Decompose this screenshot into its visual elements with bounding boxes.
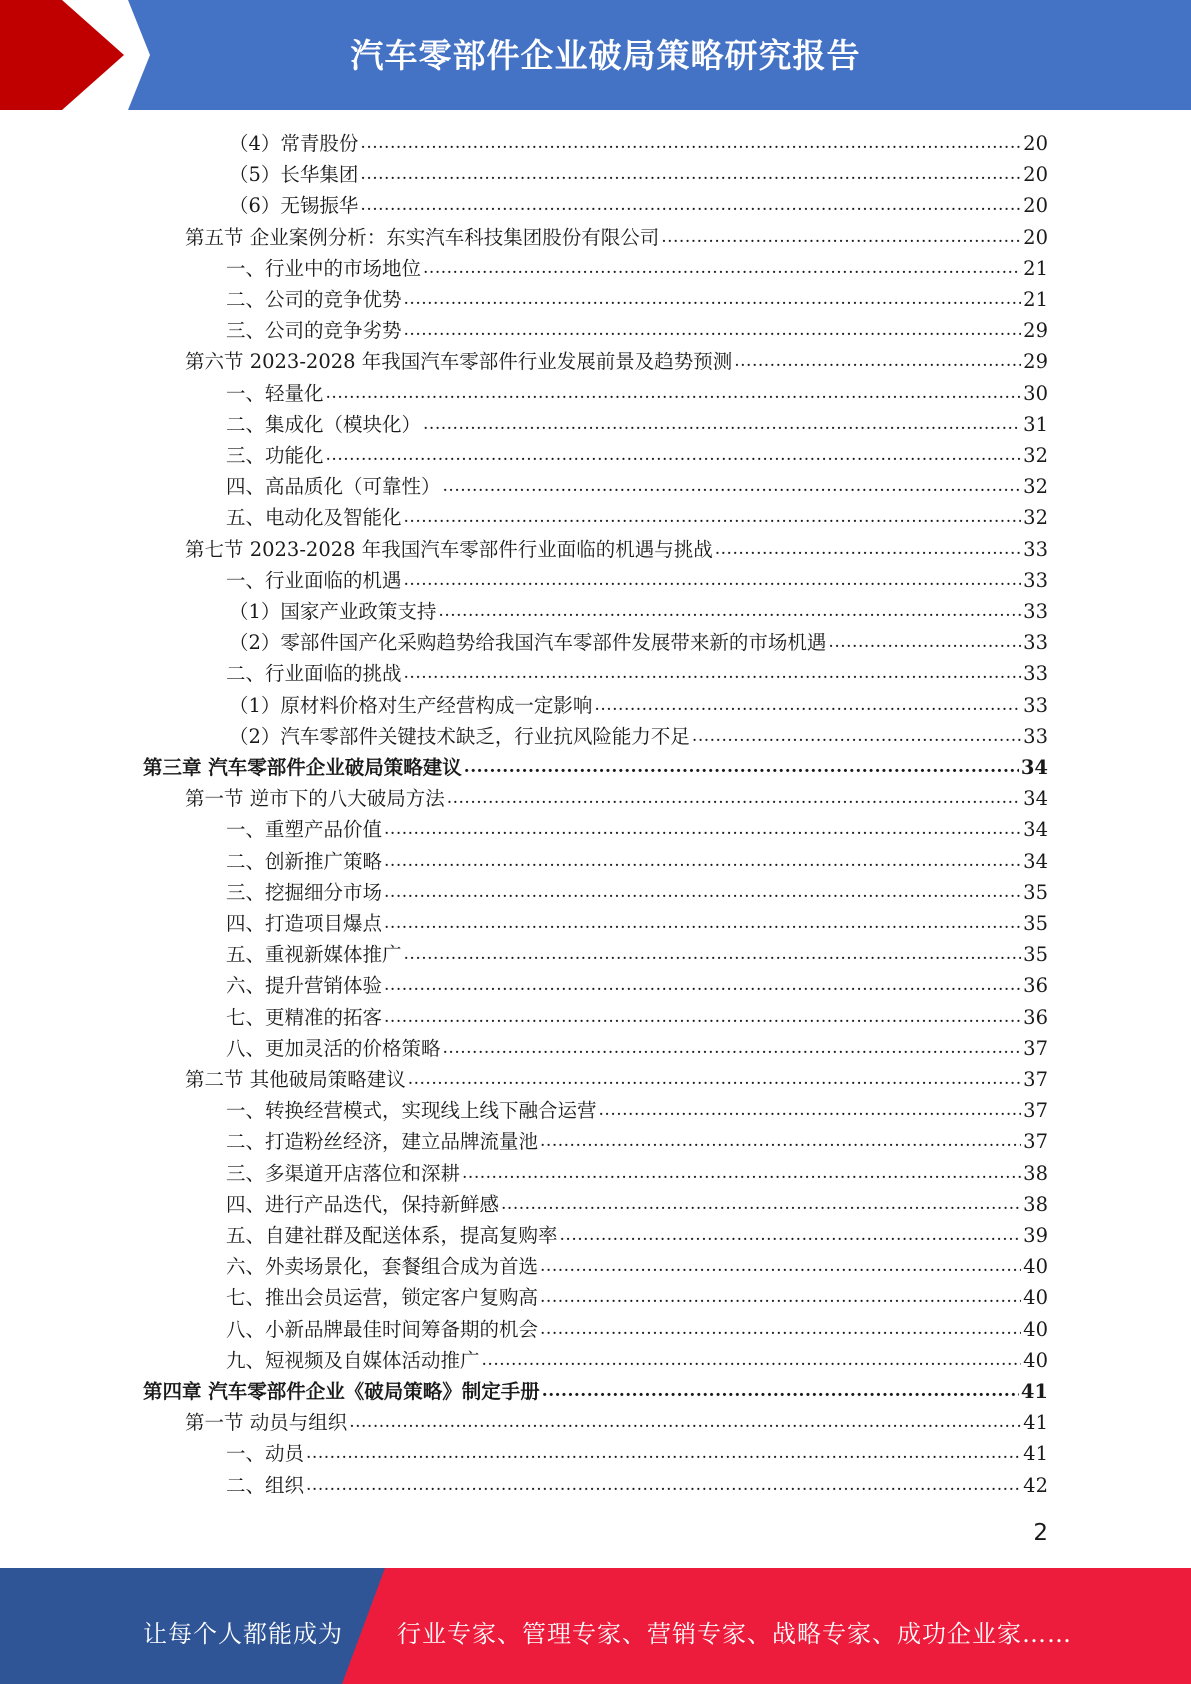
toc-entry[interactable] <box>143 751 1048 782</box>
toc-entry-label: （1）国家产业政策支持 <box>229 600 437 623</box>
toc-entry[interactable] <box>229 626 1048 657</box>
toc-entry-label: 二、集成化（模块化） <box>226 412 422 436</box>
toc-entry-label: 九、短视频及自媒体活动推广 <box>226 1348 480 1372</box>
toc-entry[interactable] <box>226 1219 1048 1250</box>
toc-entry[interactable] <box>226 314 1048 345</box>
toc-entry[interactable] <box>226 813 1048 844</box>
toc-entry-page: 33 <box>1023 537 1048 561</box>
toc-entry-page: 32 <box>1023 475 1048 499</box>
toc-entry[interactable] <box>229 127 1048 158</box>
toc-entry-label: 第六节 2023-2028 年我国汽车零部件行业发展前景及趋势预测 <box>185 350 733 374</box>
toc-entry[interactable] <box>185 1063 1048 1094</box>
toc-entry-label: 二、行业面临的挑战 <box>226 662 402 686</box>
toc-entry-label: 第四章 汽车零部件企业《破局策略》制定手册 <box>143 1380 540 1403</box>
toc-entry-label: 二、打造粉丝经济，建立品牌流量池 <box>226 1130 539 1154</box>
toc-entry-label: 八、更加灵活的价格策略 <box>226 1036 441 1060</box>
toc-entry-page: 30 <box>1023 381 1048 405</box>
toc-dot-leader <box>384 850 1021 872</box>
toc-dot-leader <box>384 881 1021 903</box>
toc-entry-label: 五、电动化及智能化 <box>226 506 402 530</box>
toc-entry-label: 二、公司的竞争优势 <box>226 288 402 311</box>
toc-dot-leader <box>360 194 1021 216</box>
toc-entry-page: 41 <box>1020 1380 1048 1403</box>
toc-entry[interactable] <box>226 876 1048 907</box>
toc-entry-page: 36 <box>1023 974 1048 998</box>
toc-entry-label: 一、行业面临的机遇 <box>226 568 402 592</box>
footer-slogan-left: 让每个人都能成为 <box>143 1620 343 1648</box>
page-footer <box>0 1568 1191 1684</box>
toc-entry[interactable] <box>229 689 1048 720</box>
toc-entry[interactable] <box>226 408 1048 439</box>
toc-dot-leader <box>447 787 1021 809</box>
toc-entry-label: 二、创新推广策略 <box>226 849 383 873</box>
toc-dot-leader <box>464 756 1019 778</box>
toc-dot-leader <box>384 974 1021 996</box>
toc-entry[interactable] <box>229 595 1048 626</box>
toc-entry-label: 三、挖掘细分市场 <box>226 880 383 904</box>
toc-dot-leader <box>404 319 1022 341</box>
toc-entry-label: 一、轻量化 <box>226 381 324 405</box>
toc-entry-page: 35 <box>1023 880 1048 904</box>
toc-dot-leader <box>423 413 1021 435</box>
toc-entry-label: 五、自建社群及配送体系，提高复购率 <box>226 1224 558 1247</box>
toc-entry-label: 四、进行产品迭代，保持新鲜感 <box>226 1192 500 1216</box>
toc-entry[interactable] <box>143 1375 1048 1406</box>
toc-entry[interactable] <box>226 283 1048 314</box>
toc-entry[interactable] <box>226 470 1048 501</box>
toc-entry-page: 40 <box>1023 1317 1048 1341</box>
document-title: 汽车零部件企业破局策略研究报告 <box>350 36 861 75</box>
toc-entry[interactable] <box>185 221 1048 252</box>
toc-entry[interactable] <box>226 845 1048 876</box>
toc-dot-leader <box>404 569 1022 591</box>
toc-entry-label: 二、组织 <box>226 1473 305 1497</box>
toc-entry[interactable] <box>226 1094 1048 1125</box>
toc-entry-page: 34 <box>1023 787 1048 811</box>
toc-entry-label: 七、更精准的拓客 <box>226 1005 383 1029</box>
toc-entry[interactable] <box>226 907 1048 938</box>
toc-entry-label: 第五节 企业案例分析：东实汽车科技集团股份有限公司 <box>185 225 660 249</box>
toc-dot-leader <box>542 1380 1019 1402</box>
toc-entry-page: 29 <box>1023 319 1048 343</box>
page-header <box>0 0 1191 110</box>
toc-entry-label: 第一节 动员与组织 <box>185 1411 348 1435</box>
toc-entry-page: 36 <box>1023 1005 1048 1029</box>
toc-entry-page: 20 <box>1023 194 1048 218</box>
toc-entry[interactable] <box>226 1001 1048 1032</box>
toc-entry-page: 20 <box>1023 163 1048 187</box>
toc-entry[interactable] <box>229 158 1048 189</box>
toc-entry-label: 一、转换经营模式，实现线上线下融合运营 <box>226 1099 597 1123</box>
toc-entry[interactable] <box>185 1406 1048 1437</box>
toc-entry-page: 35 <box>1023 943 1048 967</box>
toc-entry-page: 40 <box>1023 1348 1048 1372</box>
toc-dot-leader <box>828 631 1021 653</box>
toc-entry[interactable] <box>229 720 1048 751</box>
toc-dot-leader <box>306 1442 1021 1464</box>
toc-entry-label: 六、外卖场景化，套餐组合成为首选 <box>226 1255 539 1279</box>
toc-entry[interactable] <box>226 938 1048 969</box>
toc-entry[interactable] <box>226 1125 1048 1156</box>
toc-dot-leader <box>715 538 1021 560</box>
toc-dot-leader <box>482 1349 1022 1371</box>
toc-entry[interactable] <box>226 1250 1048 1281</box>
toc-entry-label: 四、打造项目爆点 <box>226 912 383 935</box>
toc-entry[interactable] <box>185 782 1048 813</box>
toc-dot-leader <box>599 1099 1022 1121</box>
toc-entry[interactable] <box>226 1469 1048 1500</box>
toc-entry[interactable] <box>226 1032 1048 1063</box>
toc-dot-leader <box>384 1006 1021 1028</box>
toc-entry[interactable] <box>226 1188 1048 1219</box>
toc-dot-leader <box>462 1162 1021 1184</box>
toc-dot-leader <box>734 350 1021 372</box>
toc-dot-leader <box>540 1255 1021 1277</box>
toc-dot-leader <box>540 1130 1021 1152</box>
toc-entry-label: 八、小新品牌最佳时间筹备期的机会 <box>226 1317 539 1341</box>
toc-entry[interactable] <box>185 533 1048 564</box>
toc-entry-page: 20 <box>1023 132 1048 155</box>
toc-entry-page: 33 <box>1023 600 1048 623</box>
toc-entry-label: （2）零部件国产化采购趋势给我国汽车零部件发展带来新的市场机遇 <box>229 631 827 655</box>
toc-dot-leader <box>540 1286 1021 1308</box>
toc-entry-page: 40 <box>1023 1286 1048 1310</box>
toc-dot-leader <box>540 1318 1021 1340</box>
toc-entry[interactable] <box>226 564 1048 595</box>
toc-entry[interactable] <box>226 969 1048 1000</box>
toc-dot-leader <box>326 444 1022 466</box>
toc-entry[interactable] <box>229 189 1048 220</box>
toc-entry-label: （6）无锡振华 <box>229 194 359 218</box>
toc-entry[interactable] <box>226 1344 1048 1375</box>
toc-dot-leader <box>404 662 1022 684</box>
toc-dot-leader <box>326 382 1022 404</box>
toc-dot-leader <box>384 912 1021 934</box>
footer-slogan-right: 行业专家、管理专家、营销专家、战略专家、成功企业家…… <box>397 1620 1072 1648</box>
toc-entry-page: 32 <box>1023 444 1048 467</box>
toc-entry-page: 41 <box>1023 1411 1048 1435</box>
toc-entry-page: 37 <box>1023 1036 1048 1060</box>
toc-entry-label: 第三章 汽车零部件企业破局策略建议 <box>143 756 462 779</box>
toc-entry-label: 七、推出会员运营，锁定客户复购高 <box>226 1286 539 1310</box>
toc-dot-leader <box>443 1037 1022 1059</box>
toc-entry[interactable] <box>226 1313 1048 1344</box>
toc-entry-page: 37 <box>1023 1130 1048 1154</box>
toc-dot-leader <box>360 163 1021 185</box>
toc-entry-page: 40 <box>1023 1255 1048 1279</box>
toc-dot-leader <box>443 475 1022 497</box>
toc-entry-page: 33 <box>1023 662 1048 686</box>
toc-entry-label: 第二节 其他破局策略建议 <box>185 1068 406 1091</box>
toc-entry-label: 一、动员 <box>226 1442 305 1466</box>
toc-entry-page: 20 <box>1023 225 1048 249</box>
toc-entry-page: 31 <box>1023 412 1048 436</box>
toc-dot-leader <box>423 257 1021 279</box>
toc-entry[interactable] <box>226 377 1048 408</box>
toc-entry-label: 第七节 2023-2028 年我国汽车零部件行业面临的机遇与挑战 <box>185 537 713 561</box>
toc-entry-page: 39 <box>1023 1224 1048 1247</box>
toc-entry[interactable] <box>226 657 1048 688</box>
toc-entry-page: 37 <box>1023 1099 1048 1123</box>
toc-entry-label: 三、功能化 <box>226 444 324 467</box>
toc-entry-page: 21 <box>1023 288 1048 311</box>
toc-entry-page: 42 <box>1023 1473 1048 1497</box>
toc-dot-leader <box>661 226 1021 248</box>
toc-entry-label: 第一节 逆市下的八大破局方法 <box>185 787 445 811</box>
toc-dot-leader <box>306 1474 1021 1496</box>
toc-entry[interactable] <box>226 1437 1048 1468</box>
toc-entry-page: 32 <box>1023 506 1048 530</box>
toc-entry-page: 35 <box>1023 912 1048 935</box>
toc-dot-leader <box>501 1193 1021 1215</box>
toc-entry-page: 38 <box>1023 1161 1048 1185</box>
toc-entry-label: 一、重塑产品价值 <box>226 818 383 842</box>
toc-entry-label: 六、提升营销体验 <box>226 974 383 998</box>
toc-entry-page: 38 <box>1023 1192 1048 1216</box>
toc-dot-leader <box>438 600 1021 622</box>
toc-entry-label: 三、公司的竞争劣势 <box>226 319 402 343</box>
toc-dot-leader <box>408 1068 1021 1090</box>
toc-entry-page: 33 <box>1023 724 1048 748</box>
toc-entry-page: 41 <box>1023 1442 1048 1466</box>
toc-entry-page: 34 <box>1023 849 1048 873</box>
toc-dot-leader <box>594 694 1021 716</box>
toc-entry-page: 33 <box>1023 568 1048 592</box>
toc-dot-leader <box>404 288 1022 310</box>
toc-entry[interactable] <box>226 1281 1048 1312</box>
toc-entry-page: 29 <box>1023 350 1048 374</box>
toc-entry-page: 21 <box>1023 256 1048 280</box>
toc-entry-label: （2）汽车零部件关键技术缺乏，行业抗风险能力不足 <box>229 724 690 748</box>
toc-entry-label: 三、多渠道开店落位和深耕 <box>226 1161 461 1185</box>
toc-entry-page: 33 <box>1023 693 1048 717</box>
toc-entry-page: 37 <box>1023 1068 1048 1091</box>
toc-entry-page: 34 <box>1020 756 1048 779</box>
toc-entry-label: （4）常青股份 <box>229 132 359 155</box>
toc-entry[interactable] <box>226 439 1048 470</box>
toc-entry-label: （5）长华集团 <box>229 163 359 187</box>
toc-entry[interactable] <box>226 1157 1048 1188</box>
toc-entry-page: 34 <box>1023 818 1048 842</box>
toc-dot-leader <box>560 1224 1022 1246</box>
toc-entry[interactable] <box>226 252 1048 283</box>
page-number: 2 <box>1033 1520 1048 1546</box>
toc-entry-page: 33 <box>1023 631 1048 655</box>
toc-entry[interactable] <box>226 501 1048 532</box>
toc-entry-label: 四、高品质化（可靠性） <box>226 475 441 499</box>
toc-entry-label: 五、重视新媒体推广 <box>226 943 402 967</box>
toc-dot-leader <box>404 506 1022 528</box>
toc-dot-leader <box>360 132 1021 154</box>
toc-dot-leader <box>404 943 1022 965</box>
toc-dot-leader <box>384 818 1021 840</box>
toc-dot-leader <box>349 1411 1021 1433</box>
toc-entry-label: （1）原材料价格对生产经营构成一定影响 <box>229 693 593 717</box>
toc-dot-leader <box>692 725 1021 747</box>
toc-entry-label: 一、行业中的市场地位 <box>226 256 422 280</box>
toc-entry[interactable] <box>185 345 1048 376</box>
